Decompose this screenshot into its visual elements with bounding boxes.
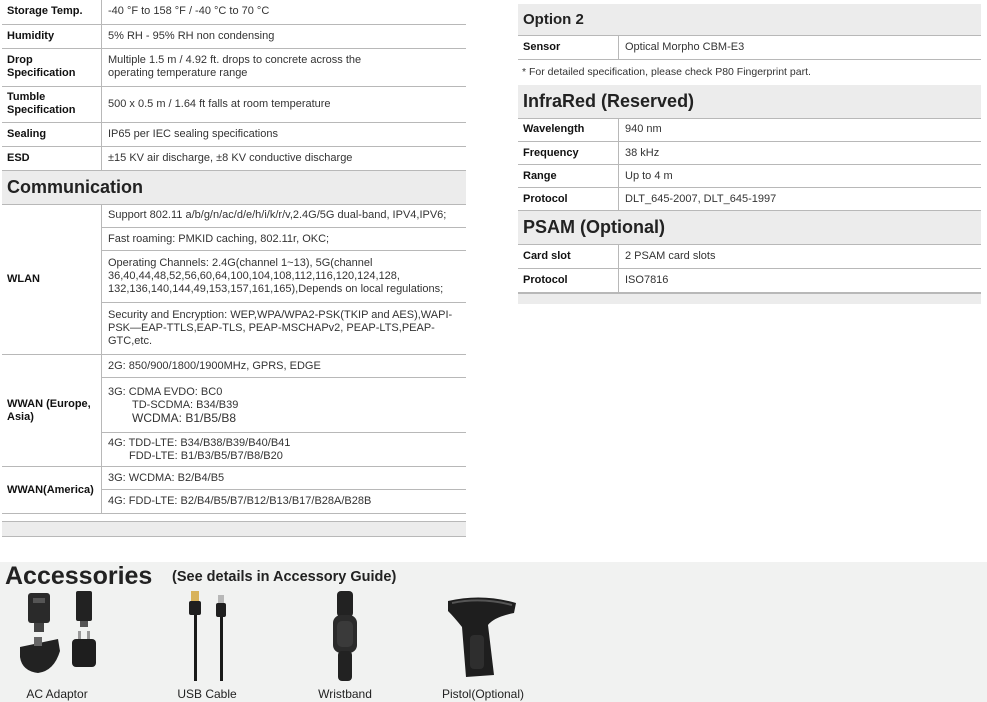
accessories-subtitle: (See details in Accessory Guide) — [172, 569, 397, 585]
row-label: Sealing — [2, 122, 102, 146]
section-title-communication: Communication — [2, 171, 466, 205]
line-4g-fdd: FDD-LTE: B1/B3/B5/B7/B8/B20 — [129, 449, 283, 462]
usb-cable-icon — [170, 587, 244, 685]
line-3g-tdscdma: TD-SCDMA: B34/B39 — [132, 398, 239, 411]
section-title-option2: Option 2 — [518, 4, 981, 36]
row-value: 5% RH - 95% RH non condensing — [102, 24, 467, 48]
row-label: Humidity — [2, 24, 102, 48]
spec-row-drop — [2, 48, 466, 86]
row-value-4g — [102, 433, 467, 467]
spec-row-humidity — [2, 24, 466, 48]
row-value: ±15 KV air discharge, ±8 KV conductive discharge — [102, 146, 467, 170]
row-label: Frequency — [518, 142, 619, 165]
table-end-bar — [518, 293, 981, 304]
row-label: Card slot — [518, 245, 619, 268]
row-value: Multiple 1.5 m / 4.92 ft. drops to concrete across the operating temperature range — [102, 48, 467, 86]
spec-row-tumble — [2, 86, 466, 122]
line-3g-wcdma: WCDMA: B1/B5/B8 — [132, 410, 237, 425]
spec-row-wwan-europe — [2, 355, 466, 378]
row-value: Up to 4 m — [619, 165, 982, 188]
accessory-caption: AC Adaptor — [26, 687, 88, 701]
spec-row-wavelength — [518, 119, 981, 142]
spec-row-storage-temp — [2, 0, 466, 24]
row-value: -40 °F to 158 °F / -40 °C to 70 °C — [102, 0, 467, 24]
row-label: Range — [518, 165, 619, 188]
spec-row-card-slot — [518, 245, 981, 268]
row-label: Protocol — [518, 188, 619, 211]
spec-row-frequency — [518, 142, 981, 165]
row-value: 2G: 850/900/1800/1900MHz, GPRS, EDGE — [102, 355, 467, 378]
table-end-bar — [2, 521, 466, 537]
accessory-caption: Wristband — [318, 687, 372, 701]
line-4g-tdd: 4G: TDD-LTE: B34/B38/B39/B40/B41 — [108, 436, 291, 449]
environment-table — [2, 0, 466, 171]
row-value: Security and Encryption: WEP,WPA/WPA2-PSK(TKIP and AES),WAPI-PSK—EAP-TTLS,EAP-TLS, PEAP-MSCHAPv2, PEAP-LTS,PEAP-GTC,etc. — [102, 303, 467, 355]
accessory-caption: USB Cable — [177, 687, 237, 701]
fingerprint-note: * For detailed specification, please check P80 Fingerprint part. — [522, 65, 811, 78]
pistol-grip-icon — [436, 587, 530, 685]
row-label: Tumble Specification — [2, 86, 102, 122]
row-value: Operating Channels: 2.4G(channel 1~13), 5G(channel 36,40,44,48,52,56,60,64,100,104,108,112,116,120,124,128, 132,136,140,144,49,153,157,161,165),Depends on local regulations; — [102, 251, 467, 303]
ac-adaptor-icon — [14, 587, 100, 685]
row-value: 940 nm — [619, 119, 982, 142]
wristband-icon — [306, 587, 384, 685]
line-3g-cdma: 3G: CDMA EVDO: BC0 — [108, 385, 223, 398]
spacer — [2, 514, 466, 521]
row-label: Drop Specification — [2, 48, 102, 86]
spec-row-wlan — [2, 205, 466, 228]
section-title-psam: PSAM (Optional) — [518, 211, 981, 245]
accessory-ac-adaptor — [14, 587, 100, 701]
accessory-usb-cable — [170, 587, 244, 701]
row-value: Support 802.11 a/b/g/n/ac/d/e/h/i/k/r/v,2.4G/5G dual-band, IPV4,IPV6; — [102, 205, 467, 228]
row-value-3g — [102, 378, 467, 433]
spec-row-sealing — [2, 122, 466, 146]
spec-row-wwan-america — [2, 467, 466, 490]
row-value: 2 PSAM card slots — [619, 245, 982, 268]
spec-row-protocol — [518, 188, 981, 211]
communication-table — [2, 205, 466, 515]
row-label: Wavelength — [518, 119, 619, 142]
row-label: Sensor — [518, 36, 619, 59]
row-value: Optical Morpho CBM-E3 — [619, 36, 982, 59]
accessories-title: Accessories — [5, 562, 153, 590]
accessory-pistol — [436, 587, 530, 701]
spec-row-sensor — [518, 36, 981, 59]
row-value: IP65 per IEC sealing specifications — [102, 122, 467, 146]
infrared-table — [518, 119, 981, 212]
row-value: 3G: WCDMA: B2/B4/B5 — [102, 467, 467, 490]
accessory-caption: Pistol(Optional) — [441, 687, 525, 701]
accessories-section — [0, 562, 987, 702]
option2-table — [518, 36, 981, 60]
section-title-infrared: InfraRed (Reserved) — [518, 85, 981, 119]
spec-row-psam-protocol — [518, 268, 981, 292]
right-column — [518, 4, 981, 304]
row-label-wlan: WLAN — [2, 205, 102, 355]
left-column — [2, 0, 466, 537]
row-label: ESD — [2, 146, 102, 170]
accessory-wristband — [306, 587, 384, 701]
row-label: Protocol — [518, 268, 619, 292]
row-value: 38 kHz — [619, 142, 982, 165]
spec-row-esd — [2, 146, 466, 170]
row-value: 4G: FDD-LTE: B2/B4/B5/B7/B12/B13/B17/B28A/B28B — [102, 490, 467, 514]
row-label: Storage Temp. — [2, 0, 102, 24]
row-label-wwan-america: WWAN(America) — [2, 467, 102, 514]
row-label-wwan-europe: WWAN (Europe, Asia) — [2, 355, 102, 467]
row-value: DLT_645-2007, DLT_645-1997 — [619, 188, 982, 211]
row-value: Fast roaming: PMKID caching, 802.11r, OKC; — [102, 228, 467, 251]
psam-table — [518, 245, 981, 293]
row-value: ISO7816 — [619, 268, 982, 292]
row-value: 500 x 0.5 m / 1.64 ft falls at room temperature — [102, 86, 467, 122]
spec-row-range — [518, 165, 981, 188]
